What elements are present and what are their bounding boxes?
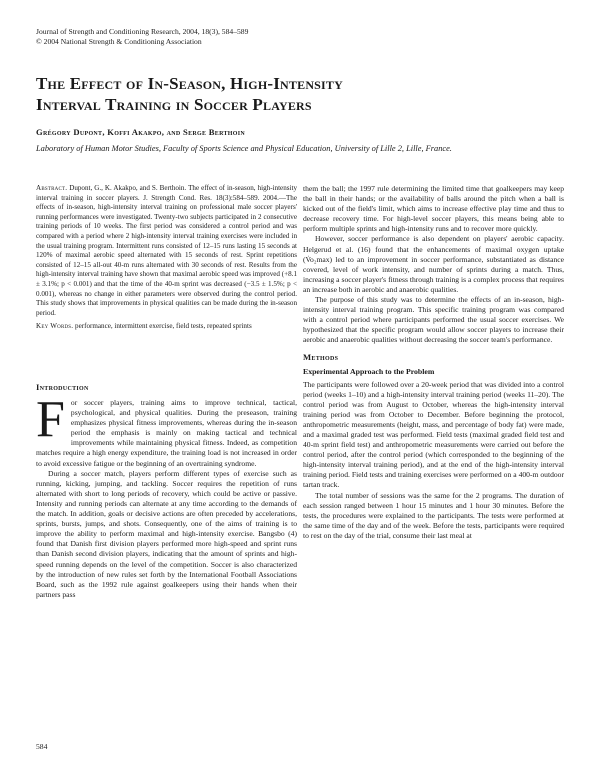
title-line-2: Interval Training in Soccer Players [36,95,312,114]
left-column [36,184,297,599]
copyright-line: © 2004 National Strength & Conditioning Association [36,37,202,46]
abstract-text: Dupont, G., K. Akakpo, and S. Berthoin. The effect of in-season, high-intensity interval training in soccer players. J. Strength Cond. Res. 18(3):584–589. 2004.—The effects of in-season, high-intensity interval training on professional male soccer players' running performances were investigated. Twenty-two subjects participated in 2 consecutive training periods of 10 weeks. The first period was considered a control period and was compared with a period where 2 high-intensity interval training exercises were included in the usual training program. Intermittent runs consisted of 12–15 runs lasting 15 seconds at 120% of maximal aerobic speed alternated with 15 seconds of rest. Sprint repetitions consisted of 12–15 all-out 40-m runs alternated with 30 seconds of rest. Results from the high-intensity interval training have shown that maximal aerobic speed was improved (+8.1 ± 3.1%; p < 0.001) and that the time of the 40-m sprint was decreased (−3.5 ± 1.5%; p < 0.001), whereas no change in either parameters were observed during the control period. This study shows that improvements in physical qualities can be made during the in-season period. [36,184,297,317]
affiliation: Laboratory of Human Motor Studies, Faculty of Sports Science and Physical Education, University of Lille 2, Lille, France. [36,144,452,153]
keywords [36,322,297,332]
right-paragraph-1: them the ball; the 1997 rule determining the limited time that goalkeepers may keep the ball in their hands; or the availability of balls around the pitch when a ball is kicked out of the field's limit, which aims to increase effective play time and thus to decrease recovery time. For high-level soccer players, this means being able to perform multiple sprints and high-intensity runs and to recover more quickly. [303,184,564,234]
title-line-1: The Effect of In-Season, High-Intensity [36,74,343,93]
abstract [36,184,297,318]
keywords-text: performance, intermittent exercise, field tests, repeated sprints [73,322,252,331]
experimental-approach-heading: Experimental Approach to the Problem [303,366,435,376]
introduction-paragraph-2: During a soccer match, players perform different types of exercise such as running, kicking, jumping, and tackling. Soccer requires the repetition of runs alternated with short to long periods of recovery, which could be active or passive. Intensity and running periods can alternate at any time according to the demands of the match. In addition, goals or decisive actions are often preceded by accelerations, sprints, bursts, jumps, and shots. Consequently, one of the aims of training is to improve the ability to perform maximal and high-intensity exercise. Bangsbo (4) found that Danish first division players performed more high-speed and sprint runs than Danish second division players, indicating that the amount of sprints and high-speed running depends on the level of the competition. Soccer is also characterized by the introduction of new rules set forth by the International Football Associations Board, such as the 1992 rule against goalkeepers using their hands when their partners pass [36,468,297,599]
right-paragraph-5: The total number of sessions was the same for the 2 programs. The duration of each session ranged between 1 hour 15 minutes and 1 hour 30 minutes. Before the tests, the procedures were explained to the participants. The tests were performed at the same time of the day and of the week. Before the tests, participants were required to rest on the day of the trial, consume their last meal at [303,490,564,540]
drop-cap: F [36,391,65,448]
methods-heading: Methods [303,351,339,362]
right-paragraph-3: The purpose of this study was to determine the effects of an in-season, high-intensity interval training program. This specific training program was compared with a control period where participants performed the usual soccer exercises. We hypothesized that the specific program would allow soccer players to increase their aerobic and anaerobic qualities without decreasing the soccer team's performance. [303,295,564,345]
journal-citation: Journal of Strength and Conditioning Research, 2004, 18(3), 584–589 [36,27,249,36]
abstract-label: Abstract. [36,184,68,192]
introduction-body [36,391,297,600]
right-paragraph-4: The participants were followed over a 20-week period that was divided into a control period (weeks 1–10) and a high-intensity interval training period (weeks 11–20). The control period was from August to October, whereas the high-intensity interval training period was from October to December. Before beginning the protocol, anthropometric measurements (height, mass, and percentage of body fat) were made, and a maximal graded test was performed. Field tests (maximal graded field test and 40-m sprint field test) and anthropometric measurements were carried out before the control period, after the control period (which corresponded to the beginning of the high-intensity interval training period), and at the end of the high-intensity interval training period. Field tests and training exercises were performed on a 400-m outdoor tartan track. [303,379,564,490]
keywords-label: Key Words. [36,322,74,331]
introduction-heading: Introduction [36,382,89,392]
paper-title [36,73,566,115]
page-number: 584 [36,742,48,751]
right-paragraph-2: However, soccer performance is also dependent on players' aerobic capacity. Helgerud et al. (16) found that the enhancements of maximal oxygen uptake (V̇o₂max) led to an improvement in soccer performance, substantiated as distance covered, level of work intensity, and number of sprints during a match. Thus, increasing a soccer player's fitness through training is a complex process that requires an increase both in aerobic and anaerobic qualities. [303,234,564,294]
right-column [303,184,564,541]
introduction-paragraph-1-text: or soccer players, training aims to improve technical, tactical, psychological, and physical qualities. During the preseason, training emphasizes physical fitness improvements, whereas during the in-season period the emphasis is mainly on making tactical and technical improvements while maintaining physical fitness. Indeed, as competition matches require a high energy expenditure, the training load is not increased in order to avoid excessive fatigue or the beginning of an overtraining syndrome. [36,398,297,468]
introduction-paragraph-1 [36,391,297,469]
author-list: Grégory Dupont, Koffi Akakpo, and Serge Berthoin [36,127,245,137]
journal-header [36,27,248,47]
